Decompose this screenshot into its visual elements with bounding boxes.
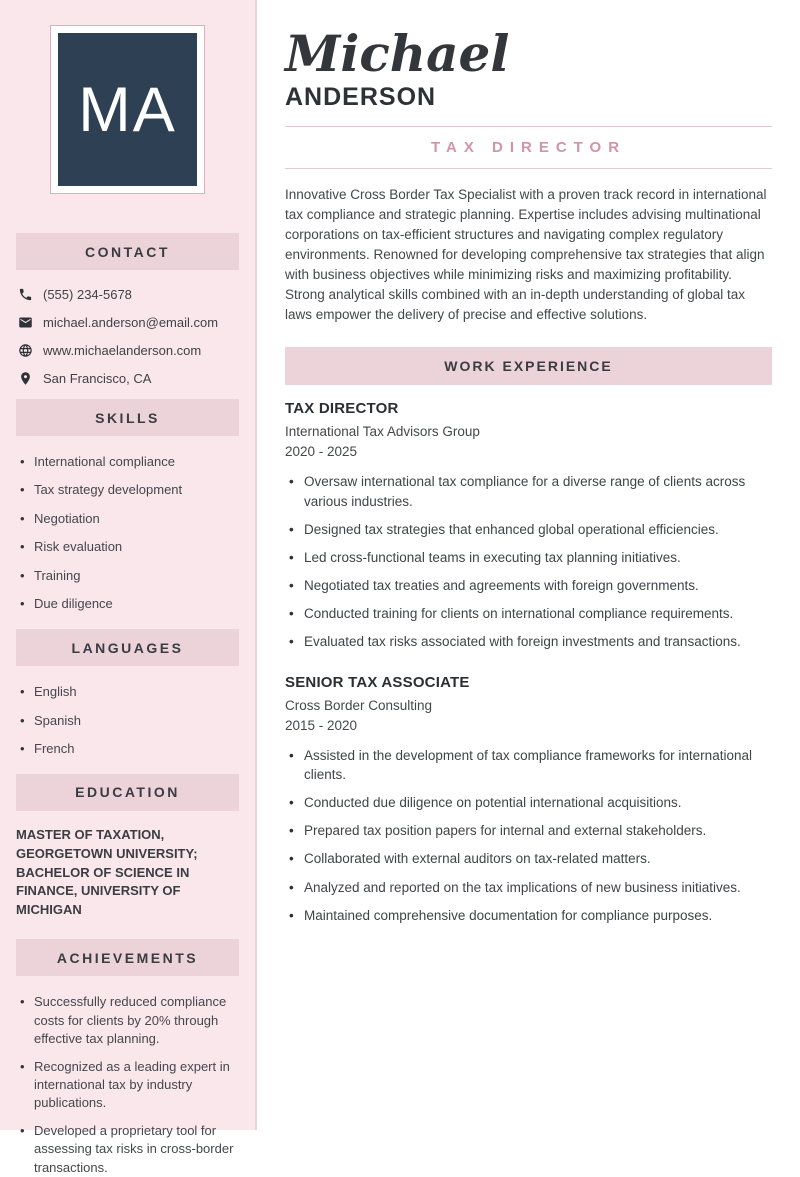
skills-list: [20, 453, 239, 613]
job-bullet: • Oversaw international tax compliance for a diverse range of clients across various industries.: [285, 472, 772, 511]
achievement-item: • Developed a proprietary tool for assessing tax risks in cross-border transactions.: [20, 1122, 239, 1177]
education-text: MASTER OF TAXATION, GEORGETOWN UNIVERSITY; BACHELOR OF SCIENCE IN FINANCE, UNIVERSITY OF MICHIGAN: [16, 826, 198, 918]
job-title-strip: [285, 126, 772, 169]
job-bullet: • Negotiated tax treaties and agreements with foreign governments.: [285, 576, 772, 596]
resume-sidebar: [0, 0, 257, 1175]
job-bullet: • Evaluated tax risks associated with foreign investments and transactions.: [285, 632, 772, 652]
skill-item: • Negotiation: [20, 510, 239, 528]
job-entry-tax-director: [285, 400, 772, 651]
skill-item: • Risk evaluation: [20, 538, 239, 556]
resume-main: [259, 0, 800, 1130]
achievements-list: [20, 993, 239, 1177]
job-company: International Tax Advisors Group: [285, 424, 480, 440]
job-title-label: TAX DIRECTOR: [430, 138, 627, 156]
achievements-section-heading: [16, 939, 239, 976]
achievement-item: • Successfully reduced compliance costs for clients by 20% through effective tax planning.: [20, 993, 239, 1048]
skill-item: • Due diligence: [20, 595, 239, 613]
last-name: ANDERSON: [285, 82, 437, 111]
education-heading-label: EDUCATION: [75, 784, 180, 801]
job-bullet: • Conducted due diligence on potential international acquisitions.: [285, 793, 772, 813]
achievements-heading-label: ACHIEVEMENTS: [56, 949, 199, 966]
contact-row-website: [18, 343, 239, 358]
monogram-initials: MA: [78, 74, 177, 145]
job-bullet: • Prepared tax position papers for internal and external stakeholders.: [285, 821, 772, 841]
contact-heading-label: CONTACT: [85, 243, 170, 260]
contact-list: [18, 287, 239, 386]
job-title: TAX DIRECTOR: [285, 400, 399, 418]
contact-section-heading: [16, 233, 239, 270]
skill-item: • International compliance: [20, 453, 239, 471]
contact-row-location: [18, 371, 239, 386]
location-icon: [18, 371, 33, 386]
skills-section-heading: [16, 399, 239, 436]
job-entry-senior-tax-associate: [285, 674, 772, 925]
language-item: • French: [20, 740, 239, 758]
languages-list: [20, 683, 239, 758]
contact-row-phone: [18, 287, 239, 302]
skill-item: • Tax strategy development: [20, 481, 239, 499]
language-item: • Spanish: [20, 712, 239, 730]
education-section-heading: [16, 774, 239, 811]
email-icon: [18, 315, 33, 330]
job-bullet: • Designed tax strategies that enhanced global operational efficiencies.: [285, 520, 772, 540]
job-bullet: • Led cross-functional teams in executing tax planning initiatives.: [285, 548, 772, 568]
monogram-frame: [50, 25, 205, 194]
languages-section-heading: [16, 629, 239, 666]
first-name: Michael: [285, 24, 510, 83]
achievement-item: • Recognized as a leading expert in international tax by industry publications.: [20, 1058, 239, 1113]
contact-location-text: San Francisco, CA: [43, 371, 152, 386]
work-experience-heading-label: WORK EXPERIENCE: [444, 358, 613, 375]
contact-email-text: michael.anderson@email.com: [43, 315, 219, 330]
website-icon: [18, 343, 33, 358]
job-bullet-list: [285, 472, 772, 651]
skill-item: • Training: [20, 567, 239, 585]
language-item: • English: [20, 683, 239, 701]
job-bullet: • Maintained comprehensive documentation for compliance purposes.: [285, 906, 772, 926]
monogram-box: [58, 33, 197, 186]
job-bullet: • Analyzed and reported on the tax implications of new business initiatives.: [285, 878, 772, 898]
phone-icon: [18, 287, 33, 302]
job-title: SENIOR TAX ASSOCIATE: [285, 673, 470, 691]
contact-website-text: www.michaelanderson.com: [43, 343, 202, 358]
professional-summary: Innovative Cross Border Tax Specialist with a proven track record in international tax compliance and strategic planning. Expertise includes advising multinational corporations on tax-efficient structures and navigating complex regulatory environments. Renowned for developing comprehensive tax strategies that align with business objectives while minimizing risks and maximizing profitability. Strong analytical skills combined with an in-depth understanding of global tax laws empower the delivery of precise and effective solutions.: [285, 186, 767, 323]
languages-heading-label: LANGUAGES: [71, 639, 184, 656]
job-bullet: • Assisted in the development of tax compliance frameworks for international clients.: [285, 746, 772, 785]
job-bullet-list: [285, 746, 772, 925]
skills-heading-label: SKILLS: [95, 409, 160, 426]
job-company: Cross Border Consulting: [285, 697, 433, 713]
job-dates: 2015 - 2020: [285, 717, 358, 733]
work-experience-heading: [285, 347, 772, 385]
job-dates: 2020 - 2025: [285, 444, 358, 460]
job-bullet: • Collaborated with external auditors on tax-related matters.: [285, 849, 772, 869]
contact-row-email: [18, 315, 239, 330]
contact-phone-text: (555) 234-5678: [43, 287, 132, 302]
job-bullet: • Conducted training for clients on international compliance requirements.: [285, 604, 772, 624]
